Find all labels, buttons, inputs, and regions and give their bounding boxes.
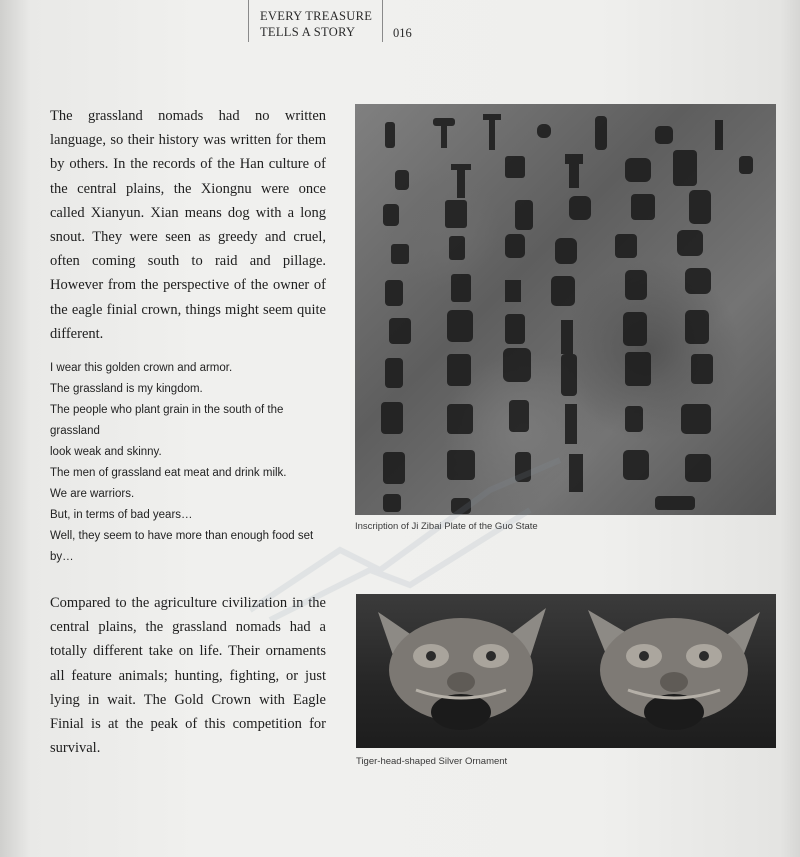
poem-line: The men of grassland eat meat and drink milk. xyxy=(50,467,287,479)
tiger-ornament-photo xyxy=(356,594,776,748)
tiger-head-left xyxy=(378,608,546,730)
book-title-line-2: TELLS A STORY xyxy=(260,25,356,39)
inscription-caption: Inscription of Ji Zibai Plate of the Guo State xyxy=(355,521,538,532)
poem xyxy=(50,358,326,568)
book-title-line-1: EVERY TREASURE xyxy=(260,9,373,23)
poem-line: Well, they seem to have more than enough food set by… xyxy=(50,530,314,563)
header-divider-middle xyxy=(382,0,383,42)
ornament-caption: Tiger-head-shaped Silver Ornament xyxy=(356,756,508,767)
poem-line: The people who plant grain in the south of the grassland xyxy=(50,404,284,437)
comparison-paragraph: Compared to the agriculture civilization in the central plains, the grassland nomads had a totally different take on life. Their ornaments all feature animals; hunting, fighting, or just lying in wait. The Gold Crown with Eagle Finial is at the peak of this competition for survival. xyxy=(50,595,326,757)
tiger-head-right xyxy=(588,610,760,730)
poem-line: look weak and skinny. xyxy=(50,446,162,458)
page-number: 016 xyxy=(393,26,412,40)
poem-line: But, in terms of bad years… xyxy=(50,509,193,521)
header-divider-left xyxy=(248,0,249,42)
tiger-heads xyxy=(356,594,776,748)
poem-line: We are warriors. xyxy=(50,488,135,500)
book-title xyxy=(260,8,376,40)
poem-line: The grassland is my kingdom. xyxy=(50,383,203,395)
poem-line: I wear this golden crown and armor. xyxy=(50,362,233,374)
inscription-photo xyxy=(355,104,776,515)
running-header xyxy=(248,0,418,42)
inscription-glyphs xyxy=(355,104,776,515)
intro-paragraph: The grassland nomads had no written language, so their history was written for them by others. In the records of the Han culture of the central plains, the Xiongnu were once called Xianyun. Xian means dog with a long snout. They were seen as greedy and cruel, often coming south to raid and pillage. However from the perspective of the owner of the eagle finial crown, things might seem quite different. xyxy=(50,108,326,342)
